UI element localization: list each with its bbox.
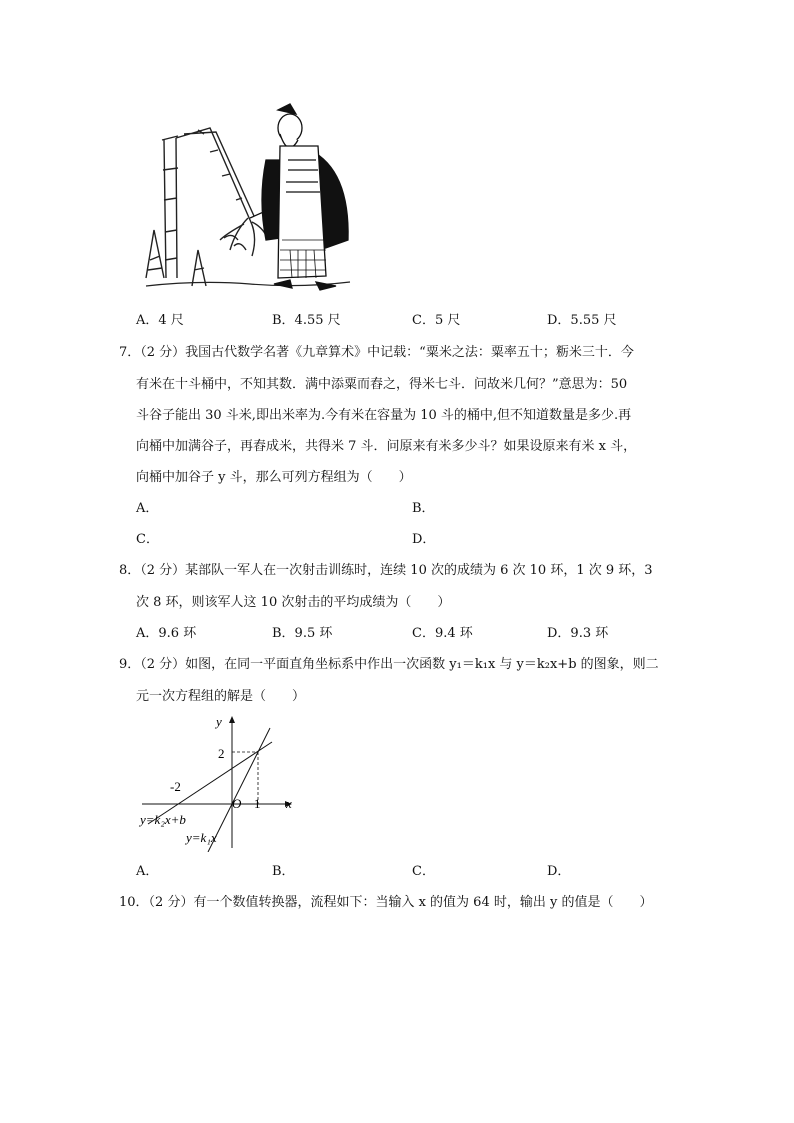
q9-option-d: D．	[547, 864, 571, 879]
q7-text-line1: 7．（2 分）我国古代数学名著《九章算术》中记载：“粟米之法：粟率五十；粝米三十．今	[119, 345, 634, 360]
q8-option-b: B．9.5 环	[272, 626, 333, 641]
tick-label-2: 2	[218, 746, 225, 761]
line-label-k1x: y=k₁x	[186, 830, 217, 845]
origin-label: O	[232, 796, 242, 811]
q9-text-line1: 9．（2 分）如图，在同一平面直角坐标系中作出一次函数 y₁＝k₁x 与 y＝k₂x+b 的图象，则二	[119, 657, 659, 672]
q7-option-d: D．	[412, 532, 436, 547]
q6-option-d: D．5.55 尺	[547, 313, 617, 328]
y-axis-arrow-icon	[229, 716, 235, 723]
q7-text-line5: 向桶中加谷子 y 斗，那么可列方程组为（ ）	[136, 470, 412, 485]
scholar-bamboo-illustration	[140, 100, 356, 296]
q7-option-c: C．	[136, 532, 159, 547]
q6-option-b: B．4.55 尺	[272, 313, 341, 328]
q9-option-b: B．	[272, 864, 295, 879]
y-axis-label: y	[216, 714, 222, 729]
q6-option-a: A．4 尺	[136, 313, 184, 328]
q7-text-line2: 有米在十斗桶中，不知其数．满中添粟而舂之，得米七斗．问故米几何？”意思为：50	[136, 377, 628, 392]
q7-text-line3: 斗谷子能出 30 斗米,即出米率为.今有米在容量为 10 斗的桶中,但不知道数量是多少.再	[136, 408, 632, 423]
q9-option-c: C．	[412, 864, 435, 879]
q8-text-line1: 8．（2 分）某部队一军人在一次射击训练时，连续 10 次的成绩为 6 次 10 环，1 次 9 环，3	[119, 563, 653, 578]
q8-text-line2: 次 8 环，则该军人这 10 次射击的平均成绩为（ ）	[136, 595, 451, 610]
tick-label-neg2: -2	[170, 779, 181, 794]
q8-option-a: A．9.6 环	[136, 626, 197, 641]
q9-text-line2: 元一次方程组的解是（ ）	[136, 689, 306, 704]
q7-option-a: A．	[136, 501, 159, 516]
q9-option-a: A．	[136, 864, 159, 879]
q7-option-b: B．	[412, 501, 435, 516]
q9-coordinate-graph	[138, 712, 298, 852]
q10-text-line1: 10．（2 分）有一个数值转换器，流程如下：当输入 x 的值为 64 时，输出 y 的值是（ ）	[119, 895, 653, 910]
q8-option-c: C．9.4 环	[412, 626, 473, 641]
q6-option-c: C．5 尺	[412, 313, 461, 328]
line-label-k2x-plus-b: y=k₂x+b	[140, 812, 186, 827]
q8-option-d: D．9.3 环	[547, 626, 609, 641]
tick-label-1: 1	[254, 796, 261, 811]
q7-text-line4: 向桶中加满谷子，再舂成米，共得米 7 斗．问原来有米多少斗？如果设原来有米 x 斗，	[136, 439, 637, 454]
x-axis-label: x	[286, 796, 292, 811]
